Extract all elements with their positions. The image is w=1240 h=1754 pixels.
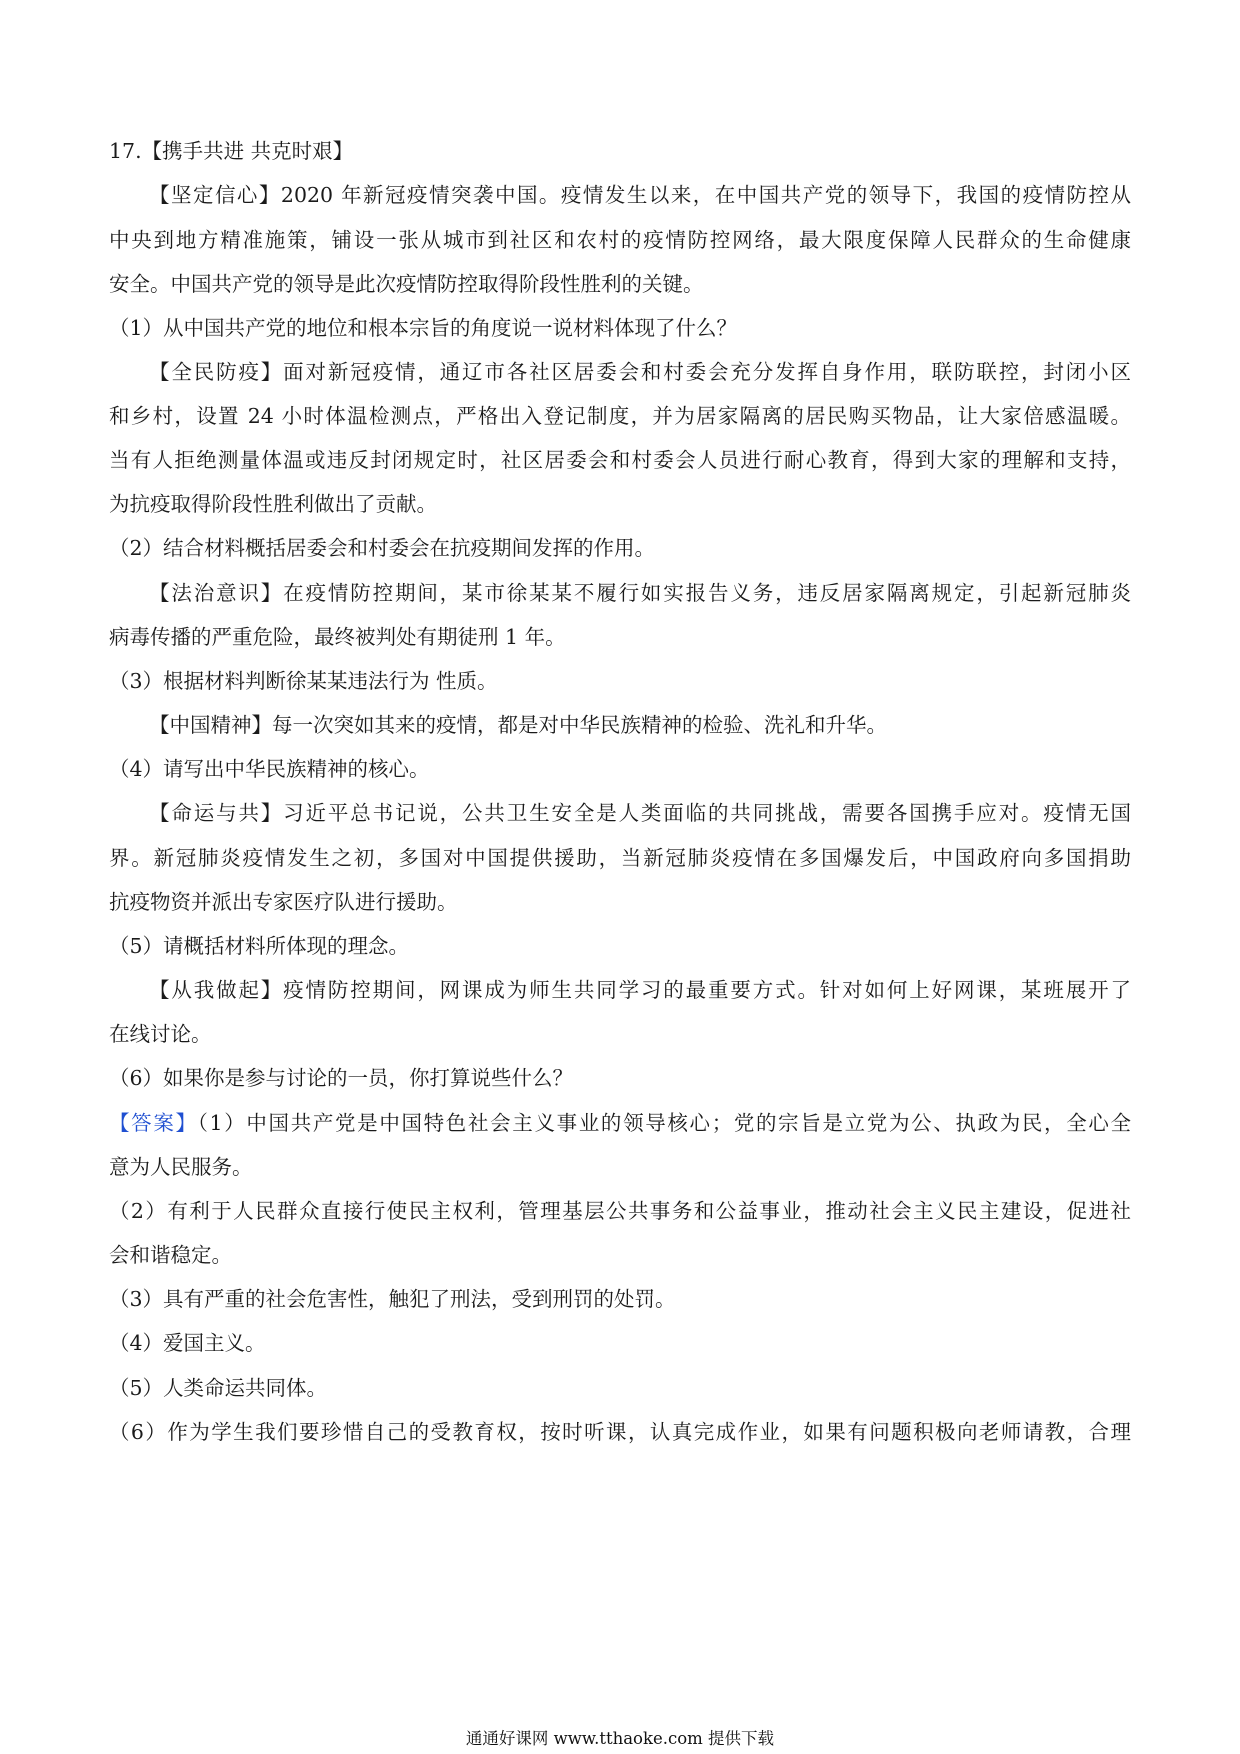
paragraph-line: 【从我做起】疫情防控期间，网课成为师生共同学习的最重要方式。针对如何上好网课，某班展开了 (149, 978, 1131, 1002)
paragraph-line: 为抗疫取得阶段性胜利做出了贡献。 (109, 492, 437, 516)
paragraph-line: 【命运与共】习近平总书记说，公共卫生安全是人类面临的共同挑战，需要各国携手应对。疫情无国 (149, 801, 1131, 825)
paragraph-line: 当有人拒绝测量体温或违反封闭规定时，社区居委会和村委会人员进行耐心教育，得到大家的理解和支持， (109, 448, 1131, 472)
page-footer: 通通好课网 www.tthaoke.com 提供下载 (465, 1729, 775, 1748)
answer-line: （5）人类命运共同体。 (109, 1376, 328, 1400)
paragraph-line: 【坚定信心】2020 年新冠疫情突袭中国。疫情发生以来，在中国共产党的领导下，我国的疫情防控从 (149, 183, 1131, 207)
paragraph-line: 中央到地方精准施策，铺设一张从城市到社区和农村的疫情防控网络，最大限度保障人民群众的生命健康 (109, 228, 1131, 252)
answer-line: 意为人民服务。 (109, 1155, 253, 1179)
answer-line: （2）有利于人民群众直接行使民主权利，管理基层公共事务和公益事业，推动社会主义民主建设，促进社 (109, 1199, 1131, 1223)
paragraph-line: 【全民防疫】面对新冠疫情，通辽市各社区居委会和村委会充分发挥自身作用，联防联控，封闭小区 (149, 360, 1131, 384)
sub-question-1: （1）从中国共产党的地位和根本宗旨的角度说一说材料体现了什么？ (109, 316, 738, 340)
paragraph-line: 【法治意识】在疫情防控期间，某市徐某某不履行如实报告义务，违反居家隔离规定，引起新冠肺炎 (149, 581, 1131, 605)
answer-tag: 【答案】 (109, 1111, 198, 1135)
paragraph-line: 在线讨论。 (109, 1022, 212, 1046)
answer-text: （1）中国共产党是中国特色社会主义事业的领导核心；党的宗旨是立党为公、执政为民，全心全 (197, 1111, 1132, 1135)
paragraph-line: 界。新冠肺炎疫情发生之初，多国对中国提供援助，当新冠肺炎疫情在多国爆发后，中国政府向多国捐助 (109, 846, 1131, 870)
sub-question-3: （3）根据材料判断徐某某违法行为 性质。 (109, 669, 498, 693)
sub-question-2: （2）结合材料概括居委会和村委会在抗疫期间发挥的作用。 (109, 536, 656, 560)
sub-question-6: （6）如果你是参与讨论的一员，你打算说些什么？ (109, 1066, 574, 1090)
sub-question-4: （4）请写出中华民族精神的核心。 (109, 757, 430, 781)
answer-line: （6）作为学生我们要珍惜自己的受教育权，按时听课，认真完成作业，如果有问题积极向老师请教，合理 (109, 1420, 1131, 1444)
answer-line: （4）爱国主义。 (109, 1331, 266, 1355)
paragraph-line: 病毒传播的严重危险，最终被判处有期徒刑 1 年。 (109, 625, 566, 649)
paragraph-line: 【中国精神】每一次突如其来的疫情，都是对中华民族精神的检验、洗礼和升华。 (149, 713, 887, 737)
paragraph-line: 安全。中国共产党的领导是此次疫情防控取得阶段性胜利的关键。 (109, 272, 704, 296)
sub-question-5: （5）请概括材料所体现的理念。 (109, 934, 410, 958)
paragraph-line: 抗疫物资并派出专家医疗队进行援助。 (109, 890, 458, 914)
paragraph-line: 和乡村，设置 24 小时体温检测点，严格出入登记制度，并为居家隔离的居民购买物品，让大家倍感温暖。 (109, 404, 1131, 428)
question-title: 17.【携手共进 共克时艰】 (109, 139, 354, 163)
answer-first-line (109, 1108, 1131, 1138)
answer-line: 会和谐稳定。 (109, 1243, 232, 1267)
answer-line: （3）具有严重的社会危害性，触犯了刑法，受到刑罚的处罚。 (109, 1287, 676, 1311)
